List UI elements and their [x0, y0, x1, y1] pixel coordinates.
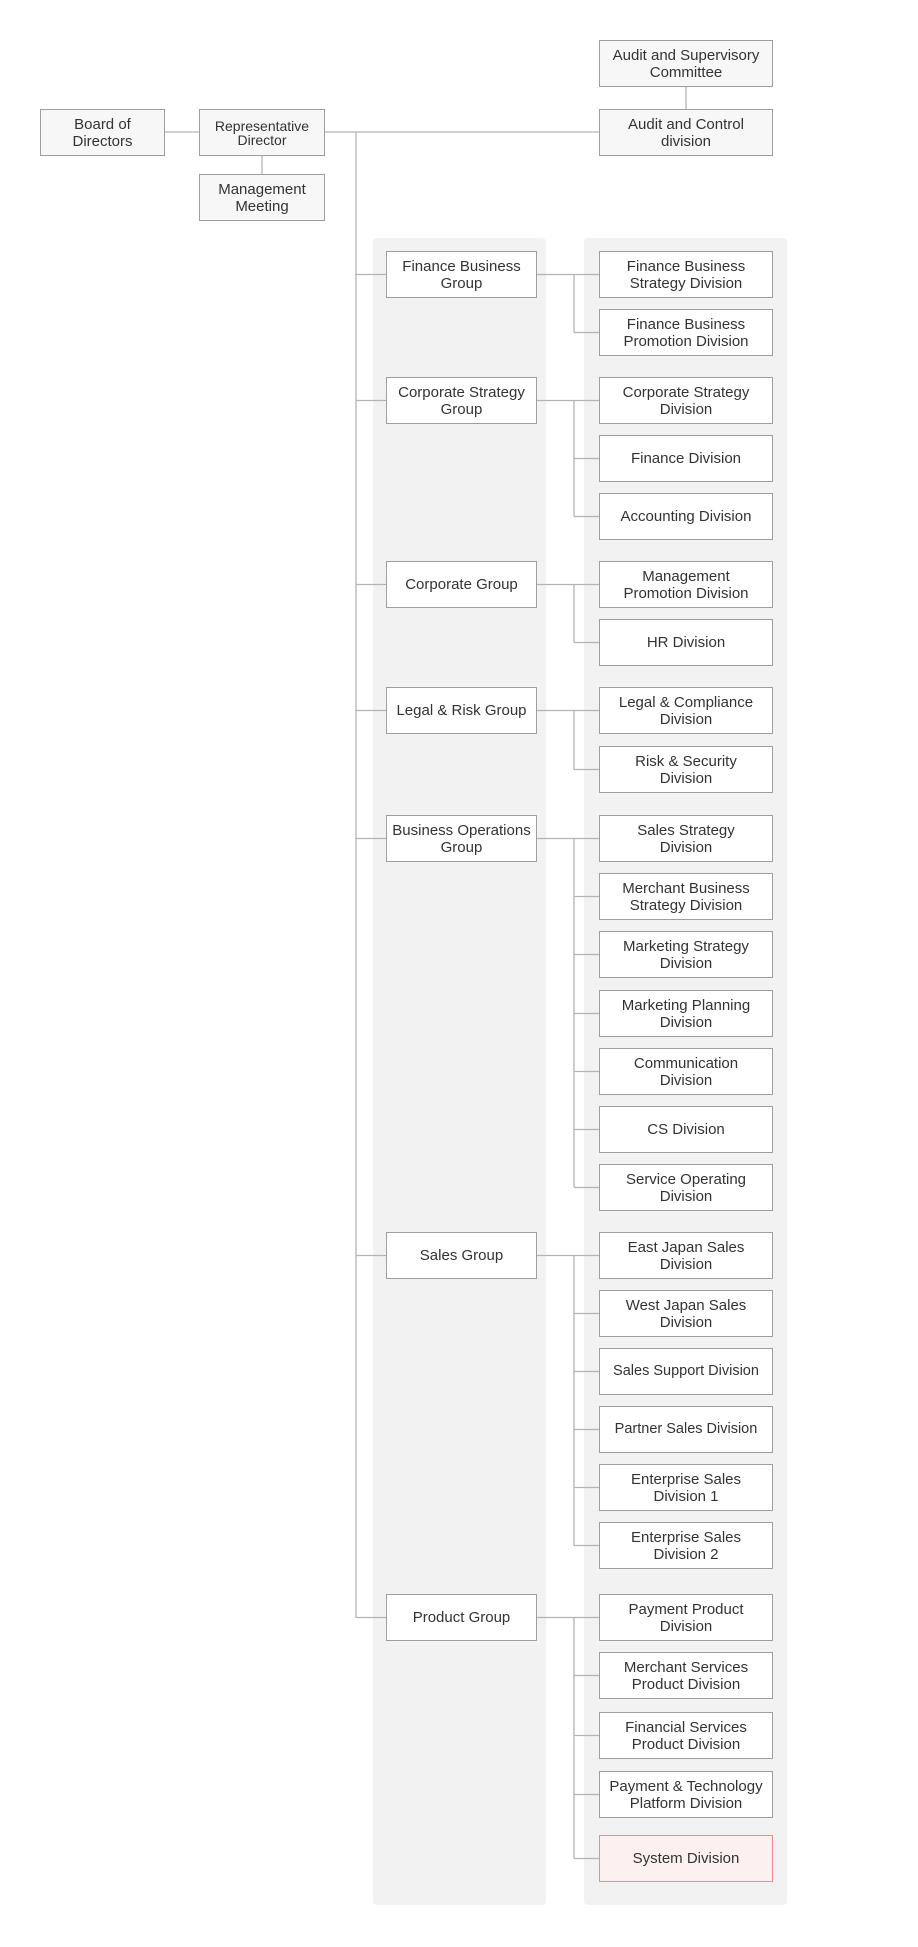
- division-box: HR Division: [599, 619, 773, 666]
- group-box: Corporate Group: [386, 561, 537, 608]
- division-box: Payment Product Division: [599, 1594, 773, 1641]
- division-box: Accounting Division: [599, 493, 773, 540]
- division-box: East Japan Sales Division: [599, 1232, 773, 1279]
- division-box: Marketing Planning Division: [599, 990, 773, 1037]
- group-box: Corporate Strategy Group: [386, 377, 537, 424]
- group-box: Business Operations Group: [386, 815, 537, 862]
- division-box: Finance Division: [599, 435, 773, 482]
- division-box: Partner Sales Division: [599, 1406, 773, 1453]
- division-box: Merchant Services Product Division: [599, 1652, 773, 1699]
- division-box: Enterprise Sales Division 1: [599, 1464, 773, 1511]
- division-box: Service Operating Division: [599, 1164, 773, 1211]
- division-box: Communication Division: [599, 1048, 773, 1095]
- division-box: Marketing Strategy Division: [599, 931, 773, 978]
- system-division-box-highlighted: System Division: [599, 1835, 773, 1882]
- division-box: Payment & Technology Platform Division: [599, 1771, 773, 1818]
- group-box: Finance Business Group: [386, 251, 537, 298]
- division-box: West Japan Sales Division: [599, 1290, 773, 1337]
- division-box: Corporate Strategy Division: [599, 377, 773, 424]
- group-box: Legal & Risk Group: [386, 687, 537, 734]
- division-box: Merchant Business Strategy Division: [599, 873, 773, 920]
- division-box: Legal & Compliance Division: [599, 687, 773, 734]
- group-box: Sales Group: [386, 1232, 537, 1279]
- audit-control-division-box: Audit and Control division: [599, 109, 773, 156]
- board-of-directors-box: Board of Directors: [40, 109, 165, 156]
- division-box: Sales Support Division: [599, 1348, 773, 1395]
- division-box: Sales Strategy Division: [599, 815, 773, 862]
- management-meeting-box: Management Meeting: [199, 174, 325, 221]
- division-box: Finance Business Promotion Division: [599, 309, 773, 356]
- division-box: Management Promotion Division: [599, 561, 773, 608]
- division-box: Finance Business Strategy Division: [599, 251, 773, 298]
- audit-supervisory-committee-box: Audit and Supervisory Committee: [599, 40, 773, 87]
- group-box: Product Group: [386, 1594, 537, 1641]
- representative-director-box: Representative Director: [199, 109, 325, 156]
- division-box: Risk & Security Division: [599, 746, 773, 793]
- division-box: Financial Services Product Division: [599, 1712, 773, 1759]
- division-box: Enterprise Sales Division 2: [599, 1522, 773, 1569]
- division-box: CS Division: [599, 1106, 773, 1153]
